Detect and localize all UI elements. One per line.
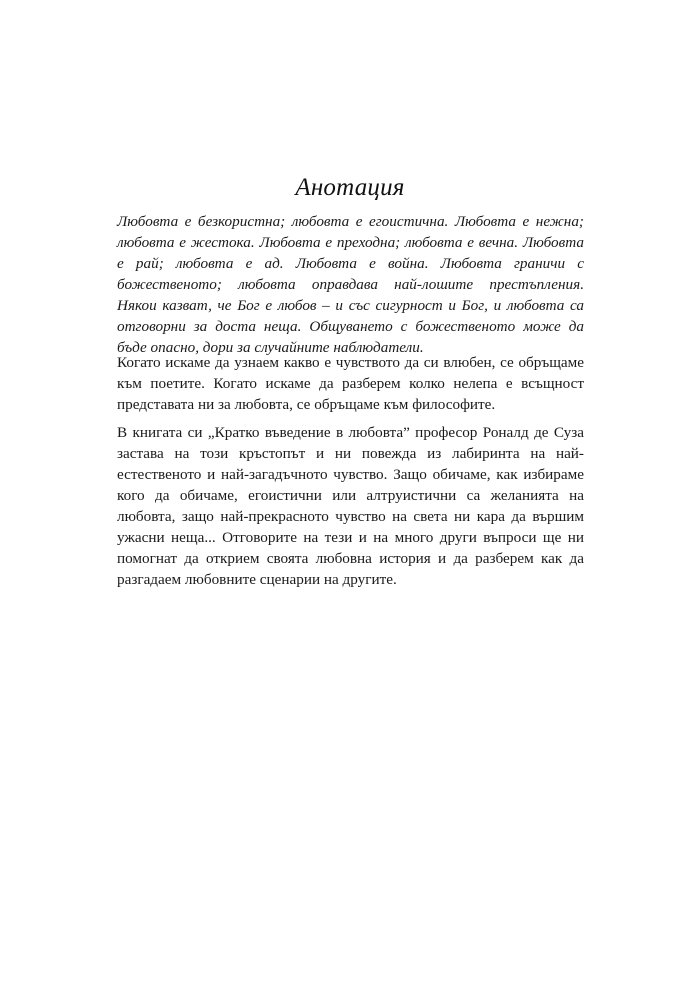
annotation-title: Анотация bbox=[295, 174, 405, 201]
text-line: кого да обичаме, егоистични или алтруистични са желанията на bbox=[117, 487, 584, 504]
text-line: ужасни неща... Отговорите на тези и на много други въпроси ще ни bbox=[117, 529, 584, 546]
text-line: Някои казват, че Бог е любов – и със сигурност и Бог, и любовта са bbox=[117, 297, 584, 314]
text-line: естественото и най-загадъчното чувство. Защо обичаме, как избираме bbox=[117, 466, 584, 483]
text-line: помогнат да открием своята любовна история и да разберем как да bbox=[117, 550, 584, 567]
text-line: към поетите. Когато искаме да разберем колко нелепа е всъщност bbox=[117, 375, 584, 392]
text-line: разгадаем любовните сценарии на другите. bbox=[117, 571, 397, 588]
text-line: Когато искаме да узнаем какво е чувството да си влюбен, се обръщаме bbox=[117, 354, 584, 371]
text-line: любовта, защо най-прекрасното чувство на света ни кара да вършим bbox=[117, 508, 584, 525]
text-line: застава на този кръстопът и ни повежда из лабиринта на най- bbox=[117, 445, 584, 462]
text-line: В книгата си „Кратко въведение в любовта” професор Роналд де Суза bbox=[117, 424, 584, 441]
text-line: бъде опасно, дори за случайните наблюдатели. bbox=[117, 339, 424, 356]
text-line: любовта е жестока. Любовта е преходна; любовта е вечна. Любовта bbox=[117, 234, 584, 251]
text-line: Любовта е безкористна; любовта е егоистична. Любовта е нежна; bbox=[117, 213, 584, 230]
text-line: е рай; любовта е ад. Любовта е война. Любовта граничи с bbox=[117, 255, 584, 272]
annotation-paragraph-2 bbox=[117, 352, 584, 415]
text-line: отговорни за доста неща. Общуването с божественото може да bbox=[117, 318, 584, 335]
text-line: представата ни за любовта, се обръщаме към философите. bbox=[117, 396, 496, 413]
text-line: божественото; любовта оправдава най-лошите престъпления. bbox=[117, 276, 584, 293]
annotation-paragraph-italic bbox=[117, 211, 584, 358]
annotation-paragraph-3 bbox=[117, 422, 584, 590]
